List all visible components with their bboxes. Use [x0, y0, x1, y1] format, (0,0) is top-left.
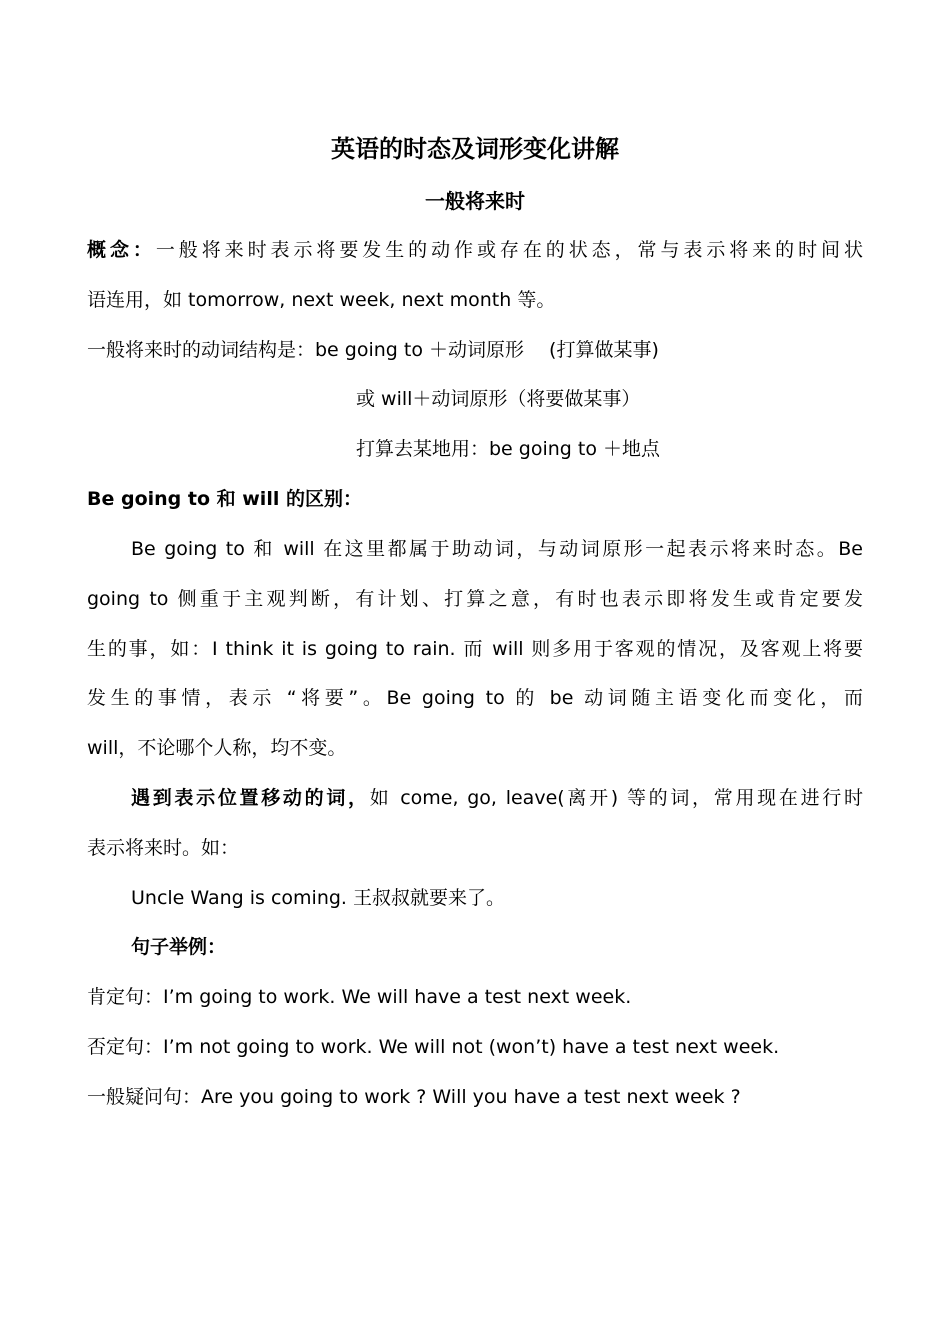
negative-example: 否定句：I’m not going to work. We will not (won’t) have a test next week.	[87, 1036, 780, 1058]
movement-text: 如 come, go, leave(离开) 等的词，常用现在进行时	[369, 787, 863, 809]
affirmative-example: 肯定句：I’m going to work. We will have a test next week.	[87, 986, 632, 1008]
structure-line2: 或 will＋动词原形（将要做某事）	[356, 388, 641, 410]
difference-paragraph-line3: 生的事，如：I think it is going to rain. 而 will 则多用于客观的情况，及客观上将要	[87, 638, 863, 660]
structure-line3: 打算去某地用：be going to ＋地点	[356, 438, 661, 460]
difference-paragraph-line1: Be going to 和 will 在这里都属于助动词，与动词原形一起表示将来时态。Be	[131, 538, 863, 560]
question-example: 一般疑问句：Are you going to work ? Will you have a test next week ?	[87, 1086, 741, 1108]
movement-paragraph-line1	[131, 786, 863, 810]
document-title: 英语的时态及词形变化讲解	[331, 135, 619, 163]
structure-line1: 一般将来时的动词结构是：be going to ＋动词原形 (打算做某事)	[87, 339, 659, 361]
concept-paragraph-line1	[87, 238, 863, 262]
movement-paragraph-line2: 表示将来时。如：	[87, 837, 240, 859]
example-sentence: Uncle Wang is coming. 王叔叔就要来了。	[131, 887, 506, 909]
difference-heading: Be going to 和 will 的区别：	[87, 488, 362, 510]
section-subtitle: 一般将来时	[425, 189, 525, 213]
concept-label: 概念：	[87, 239, 156, 261]
difference-paragraph-line5: will，不论哪个人称，均不变。	[87, 737, 347, 759]
difference-paragraph-line2: going to 侧重于主观判断，有计划、打算之意，有时也表示即将发生或肯定要发	[87, 588, 863, 610]
movement-bold-lead: 遇到表示位置移动的词，	[131, 787, 370, 809]
concept-paragraph-line2: 语连用，如 tomorrow, next week, next month 等。	[87, 289, 556, 311]
difference-paragraph-line4: 发生的事情，表示 “将要”。Be going to 的 be 动词随主语变化而变化，而	[87, 687, 863, 709]
examples-heading: 句子举例：	[131, 936, 227, 958]
concept-text: 一般将来时表示将要发生的动作或存在的状态，常与表示将来的时间状	[155, 239, 863, 261]
